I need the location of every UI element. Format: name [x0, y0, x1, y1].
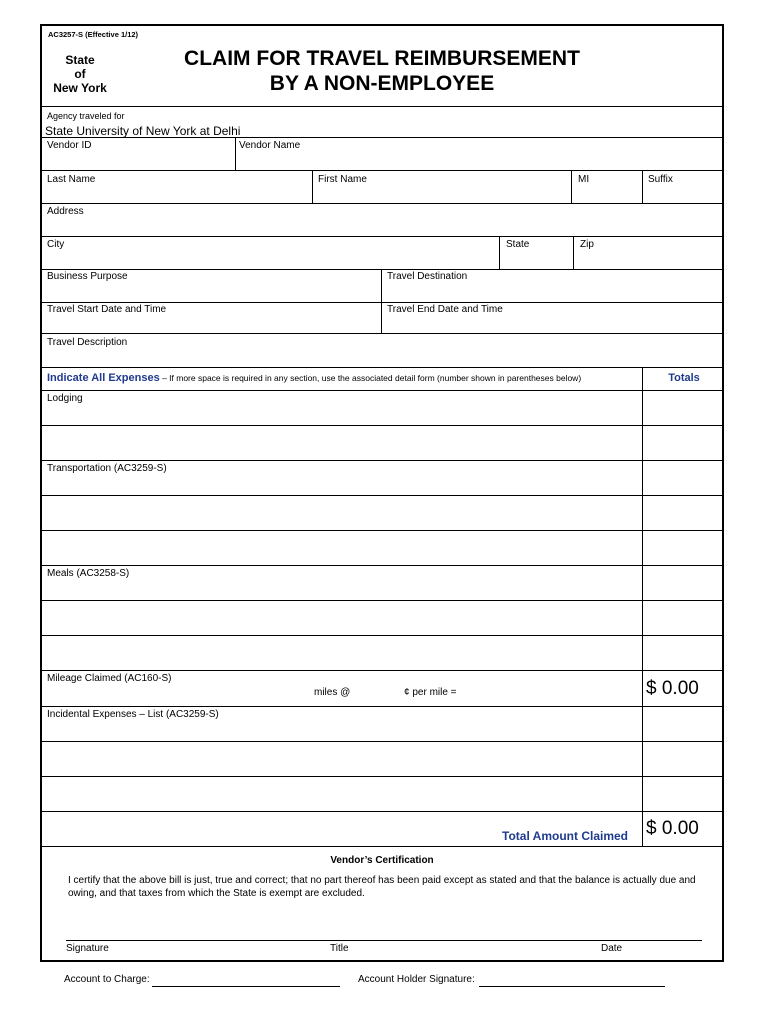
divider — [42, 635, 722, 636]
divider — [42, 846, 722, 847]
account-to-charge-label: Account to Charge: — [64, 974, 150, 985]
business-purpose-label: Business Purpose — [47, 271, 128, 282]
divider — [42, 236, 722, 237]
column-divider — [571, 170, 572, 203]
agency-label: Agency traveled for — [47, 111, 125, 121]
incidental-label: Incidental Expenses – List (AC3259-S) — [47, 709, 219, 720]
divider — [42, 565, 722, 566]
vendor-name-label: Vendor Name — [239, 140, 301, 151]
travel-end-label: Travel End Date and Time — [387, 304, 503, 315]
column-divider — [235, 137, 236, 170]
column-divider — [642, 170, 643, 203]
transportation-label: Transportation (AC3259-S) — [47, 463, 167, 474]
date-label: Date — [601, 943, 623, 954]
column-divider — [573, 236, 574, 269]
divider — [42, 706, 722, 707]
mileage-label: Mileage Claimed (AC160-S) — [47, 673, 172, 684]
divider — [42, 670, 722, 671]
divider — [42, 495, 722, 496]
divider — [42, 530, 722, 531]
divider — [42, 425, 722, 426]
travel-claim-form — [40, 24, 724, 962]
divider — [42, 600, 722, 601]
form-number: AC3257-S (Effective 1/12) — [48, 30, 139, 39]
first-name-label: First Name — [318, 174, 367, 185]
state-word: State — [65, 53, 95, 67]
account-holder-signature-label: Account Holder Signature: — [358, 974, 475, 985]
account-to-charge-field[interactable] — [152, 986, 340, 987]
totals-label: Totals — [668, 372, 700, 384]
certification-title: Vendor’s Certification — [330, 855, 434, 866]
totals-column-divider — [642, 367, 643, 846]
travel-destination-label: Travel Destination — [387, 271, 468, 282]
title-line-2: BY A NON-EMPLOYEE — [269, 72, 495, 95]
divider — [42, 170, 722, 171]
divider — [42, 269, 722, 270]
mileage-total[interactable]: $ 0.00 — [646, 678, 699, 699]
meals-label: Meals (AC3258-S) — [47, 568, 130, 579]
expenses-heading — [47, 372, 581, 384]
mi-label: MI — [578, 174, 590, 185]
divider — [42, 811, 722, 812]
travel-description-label: Travel Description — [47, 337, 128, 348]
cents-per-mile-label: ¢ per mile = — [404, 687, 457, 698]
city-label: City — [47, 239, 65, 250]
divider — [42, 390, 722, 391]
vendor-id-label: Vendor ID — [47, 140, 92, 151]
divider — [42, 106, 722, 107]
last-name-label: Last Name — [47, 174, 96, 185]
title-label: Title — [330, 943, 349, 954]
divider — [42, 333, 722, 334]
state-label: State — [506, 239, 530, 250]
agency-value[interactable]: State University of New York at Delhi — [45, 124, 241, 138]
certification-text: I certify that the above bill is just, true and correct; that no part thereof has been paid except as stated and that the balance is actually due and owing, and that taxes from which the State is exempt are excluded. — [68, 875, 696, 899]
account-holder-signature-field[interactable] — [479, 986, 665, 987]
lodging-label: Lodging — [47, 393, 83, 404]
new-york-word: New York — [53, 81, 107, 95]
divider — [42, 203, 722, 204]
column-divider — [312, 170, 313, 203]
divider — [42, 776, 722, 777]
miles-at-label: miles @ — [314, 687, 351, 698]
of-word: of — [74, 67, 86, 81]
total-claimed-value[interactable]: $ 0.00 — [646, 818, 699, 839]
divider — [42, 367, 722, 368]
title-line-1: CLAIM FOR TRAVEL REIMBURSEMENT — [184, 47, 580, 70]
signature-label: Signature — [66, 943, 109, 954]
divider — [42, 460, 722, 461]
travel-start-label: Travel Start Date and Time — [47, 304, 167, 315]
divider — [42, 741, 722, 742]
form-title — [152, 46, 612, 96]
signature-line — [66, 940, 702, 941]
divider — [42, 302, 722, 303]
total-claimed-label: Total Amount Claimed — [502, 829, 628, 843]
state-of-new-york — [50, 53, 110, 95]
column-divider — [499, 236, 500, 269]
suffix-label: Suffix — [648, 174, 673, 185]
address-label: Address — [47, 206, 84, 217]
expenses-heading-note: – If more space is required in any section, use the associated detail form (number shown in parentheses below) — [159, 373, 582, 383]
zip-label: Zip — [580, 239, 594, 250]
expenses-heading-bold: Indicate All Expenses — [47, 372, 160, 384]
column-divider — [381, 269, 382, 333]
